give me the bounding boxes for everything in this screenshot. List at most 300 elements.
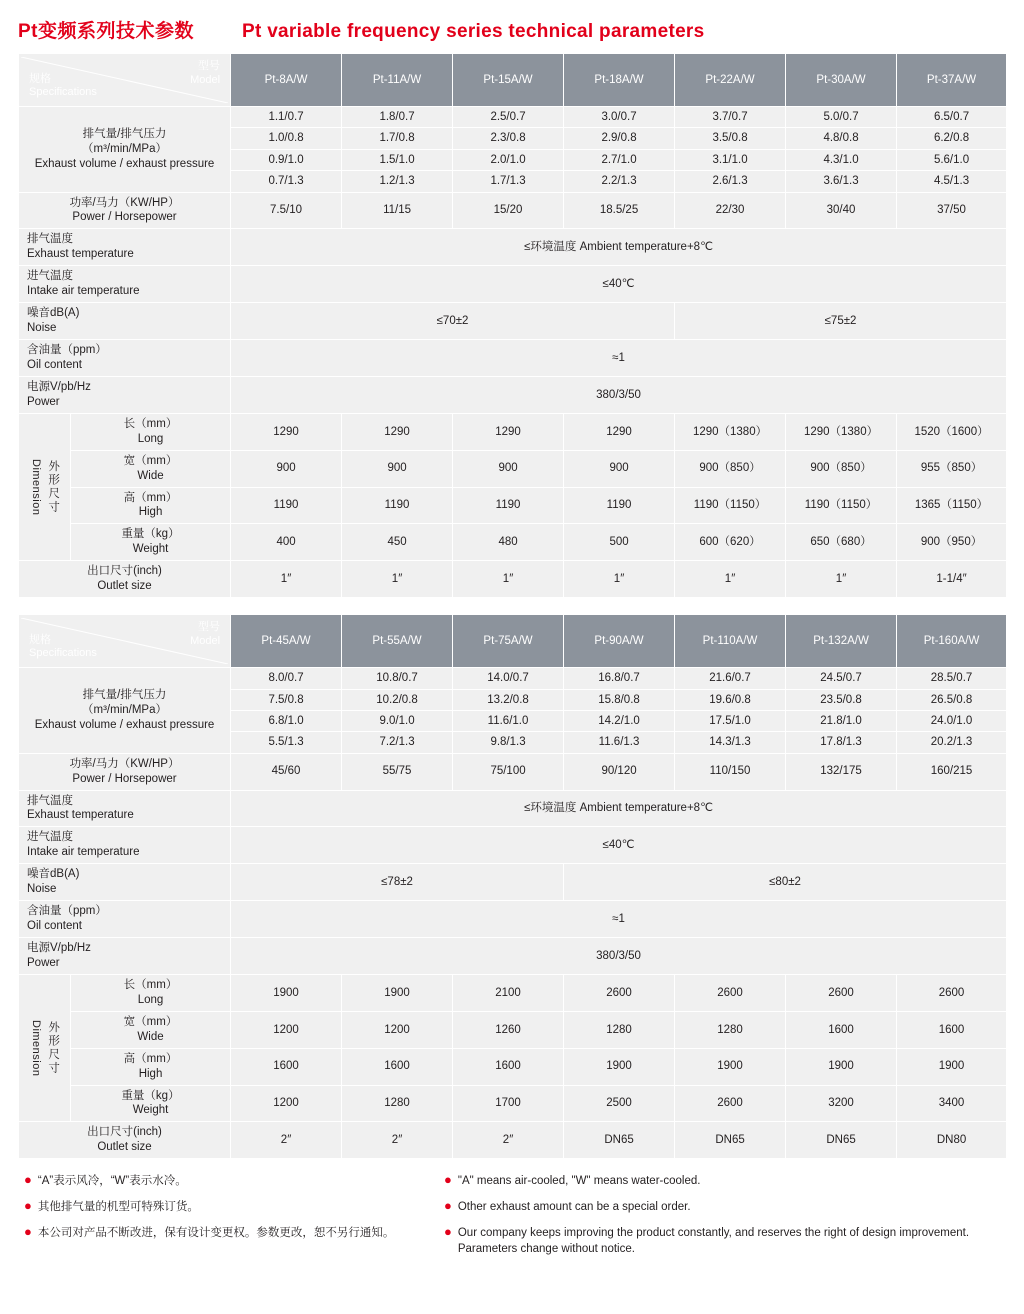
table-cell: 14.2/1.0 [564, 710, 675, 731]
table-cell: 1600 [897, 1011, 1007, 1048]
table-cell: DN65 [564, 1122, 675, 1159]
table-cell: DN65 [675, 1122, 786, 1159]
row-label-outlet [19, 561, 231, 598]
table-cell: 15/20 [453, 192, 564, 229]
table-cell: 480 [453, 524, 564, 561]
wide-label-cn: 宽（mm） [123, 1015, 178, 1028]
long-label-cn: 长（mm） [123, 978, 178, 991]
table-row [19, 1122, 1007, 1159]
supply-label-cn: 电源V/pb/Hz [27, 942, 91, 954]
row-label-exhaust [19, 107, 231, 193]
table-row [19, 1048, 1007, 1085]
wide-label-en: Wide [137, 1030, 164, 1043]
row-label-exhaust-temp [19, 790, 231, 827]
table-cell: DN80 [897, 1122, 1007, 1159]
long-label-cn: 长（mm） [123, 417, 178, 430]
table-cell: 2.2/1.3 [564, 171, 675, 192]
table-cell: 28.5/0.7 [897, 668, 1007, 689]
exhaust-label-cn: 排气量/排气压力 [82, 688, 167, 701]
footnotes-en [444, 1173, 984, 1267]
table-row [19, 229, 1007, 266]
model-header-cell: Pt-15A/W [453, 54, 564, 107]
table-row [19, 450, 1007, 487]
row-label-oil [19, 901, 231, 938]
table-cell: 2600 [564, 974, 675, 1011]
outlet-label-cn: 出口尺寸(inch) [87, 565, 162, 578]
table-cell: 3400 [897, 1085, 1007, 1122]
table-cell: 20.2/1.3 [897, 732, 1007, 753]
table-spacer [0, 598, 1024, 614]
table-cell: 7.5/10 [231, 192, 342, 229]
table-cell: 1600 [453, 1048, 564, 1085]
table-cell: 1.5/1.0 [342, 149, 453, 170]
table-cell: 1520（1600） [897, 413, 1007, 450]
table-cell: 3.0/0.7 [564, 107, 675, 128]
table-cell: 1290 [342, 413, 453, 450]
table-cell: 5.6/1.0 [897, 149, 1007, 170]
intake-temp-label-en: Intake air temperature [27, 285, 140, 298]
note-text: “A”表示风冷，“W”表示水冷。 [37, 1175, 187, 1188]
table-cell: 2600 [675, 1085, 786, 1122]
model-header-cell: Pt-110A/W [675, 615, 786, 668]
table-cell: 2600 [786, 974, 897, 1011]
oil-label-cn: 含油量（ppm） [27, 344, 107, 356]
model-header-cell: Pt-45A/W [231, 615, 342, 668]
table-row [19, 192, 1007, 229]
table-cell: 1290 [453, 413, 564, 450]
table-row [19, 974, 1007, 1011]
table-cell: 900 [342, 450, 453, 487]
row-label-wide [71, 1011, 231, 1048]
table-cell: 1190 [231, 487, 342, 524]
wide-label-cn: 宽（mm） [123, 454, 178, 467]
table-cell: 1190 [342, 487, 453, 524]
table-cell: ≤70±2 [231, 303, 675, 340]
spec-table-2 [18, 614, 1007, 1159]
note-text: "A" means air-cooled, "W" means water-cooled. [457, 1175, 701, 1188]
bullet-icon: ● [24, 1197, 32, 1213]
table-cell: 400 [231, 524, 342, 561]
table-cell: 1900 [897, 1048, 1007, 1085]
table-row [19, 938, 1007, 975]
table-row [19, 487, 1007, 524]
header-corner-cell [19, 615, 231, 668]
table-cell: 1″ [231, 561, 342, 598]
supply-label-en: Power [27, 395, 60, 408]
table-cell: 2.6/1.3 [675, 171, 786, 192]
table-cell: 2.3/0.8 [453, 128, 564, 149]
bullet-icon: ● [24, 1172, 32, 1188]
table-cell: ≤环境温度 Ambient temperature+8℃ [231, 229, 1007, 266]
table-cell: 1900 [675, 1048, 786, 1085]
table-cell: 24.5/0.7 [786, 668, 897, 689]
table-cell: 2.9/0.8 [564, 128, 675, 149]
table-row [19, 1085, 1007, 1122]
table-cell: ≈1 [231, 901, 1007, 938]
table-row [19, 1011, 1007, 1048]
table-cell: ≈1 [231, 340, 1007, 377]
table-cell: 21.6/0.7 [675, 668, 786, 689]
table-cell: 900 [231, 450, 342, 487]
intake-temp-label-cn: 进气温度 [27, 270, 73, 283]
table-cell: ≤40℃ [231, 266, 1007, 303]
table-cell: DN65 [786, 1122, 897, 1159]
dimension-label-cn: 外形尺寸 [47, 1021, 60, 1076]
note-item [24, 1225, 444, 1242]
intake-temp-label-en: Intake air temperature [27, 846, 140, 859]
header-spec-en: Specifications [29, 86, 97, 99]
exhaust-temp-label-en: Exhaust temperature [27, 248, 134, 261]
table-cell: 1280 [342, 1085, 453, 1122]
table-cell: 2″ [453, 1122, 564, 1159]
table-row [19, 864, 1007, 901]
table-cell: 1900 [564, 1048, 675, 1085]
noise-label-en: Noise [27, 322, 57, 335]
table-cell: 1900 [342, 974, 453, 1011]
table-cell: 1-1/4″ [897, 561, 1007, 598]
table-cell: 132/175 [786, 753, 897, 790]
note-text: Other exhaust amount can be a special order. [457, 1200, 691, 1213]
exhaust-label-en: Exhaust volume / exhaust pressure [34, 718, 215, 731]
row-label-long [71, 974, 231, 1011]
row-label-dimension [19, 413, 71, 561]
header-model-cn: 型号 [198, 60, 221, 72]
row-label-oil [19, 340, 231, 377]
table-cell: 3200 [786, 1085, 897, 1122]
table-row [19, 827, 1007, 864]
model-header-cell: Pt-30A/W [786, 54, 897, 107]
table-cell: 3.6/1.3 [786, 171, 897, 192]
row-label-supply [19, 938, 231, 975]
table-row [19, 376, 1007, 413]
table-cell: 1.2/1.3 [342, 171, 453, 192]
table-cell: 900（850） [675, 450, 786, 487]
table-cell: 1″ [342, 561, 453, 598]
note-item [24, 1199, 444, 1216]
table-cell: 16.8/0.7 [564, 668, 675, 689]
power-label-en: Power / Horsepower [72, 772, 177, 785]
table-1-wrapper [0, 53, 1024, 598]
table-cell: 15.8/0.8 [564, 689, 675, 710]
bullet-icon: ● [444, 1223, 452, 1239]
table-cell: 2500 [564, 1085, 675, 1122]
model-header-cell: Pt-11A/W [342, 54, 453, 107]
table-cell: 1280 [564, 1011, 675, 1048]
high-label-en: High [138, 1067, 163, 1080]
noise-label-en: Noise [27, 883, 57, 896]
table-cell: 3.7/0.7 [675, 107, 786, 128]
table-cell: 24.0/1.0 [897, 710, 1007, 731]
table-cell: 1″ [675, 561, 786, 598]
row-label-power [19, 753, 231, 790]
row-label-weight [71, 524, 231, 561]
table-cell: 900 [453, 450, 564, 487]
table-cell: 380/3/50 [231, 938, 1007, 975]
row-label-supply [19, 376, 231, 413]
row-label-exhaust-temp [19, 229, 231, 266]
bullet-icon: ● [444, 1197, 452, 1213]
table-cell: 0.9/1.0 [231, 149, 342, 170]
table-header-row [19, 54, 1007, 107]
oil-label-en: Oil content [27, 358, 82, 371]
header-corner-cell [19, 54, 231, 107]
table-header-row [19, 615, 1007, 668]
table-cell: ≤环境温度 Ambient temperature+8℃ [231, 790, 1007, 827]
dimension-label-cn: 外形尺寸 [47, 460, 60, 514]
table-cell: 1280 [675, 1011, 786, 1048]
model-header-cell: Pt-75A/W [453, 615, 564, 668]
table-cell: 13.2/0.8 [453, 689, 564, 710]
row-label-intake-temp [19, 266, 231, 303]
weight-label-en: Weight [132, 1104, 169, 1117]
row-label-intake-temp [19, 827, 231, 864]
power-label-cn: 功率/马力（KW/HP） [69, 196, 180, 209]
table-cell: 4.3/1.0 [786, 149, 897, 170]
wide-label-en: Wide [137, 469, 164, 482]
table-cell: 1190 [453, 487, 564, 524]
table-cell: 2″ [342, 1122, 453, 1159]
table-cell: 1600 [342, 1048, 453, 1085]
table-cell: 17.5/1.0 [675, 710, 786, 731]
exhaust-label-unit: （m³/min/MPa） [82, 142, 167, 155]
model-header-cell: Pt-37A/W [897, 54, 1007, 107]
header-model-en: Model [190, 73, 221, 86]
table-cell: 22/30 [675, 192, 786, 229]
table-cell: 11/15 [342, 192, 453, 229]
table-cell: 18.5/25 [564, 192, 675, 229]
table-cell: 0.7/1.3 [231, 171, 342, 192]
table-cell: 9.0/1.0 [342, 710, 453, 731]
long-label-en: Long [137, 432, 164, 445]
table-cell: 14.3/1.3 [675, 732, 786, 753]
table-cell: 1900 [786, 1048, 897, 1085]
table-cell: 1600 [786, 1011, 897, 1048]
model-header-cell: Pt-18A/W [564, 54, 675, 107]
intake-temp-label-cn: 进气温度 [27, 831, 73, 844]
table-cell: 4.8/0.8 [786, 128, 897, 149]
table-cell: 2.5/0.7 [453, 107, 564, 128]
table-cell: 5.0/0.7 [786, 107, 897, 128]
table-row [19, 340, 1007, 377]
long-label-en: Long [137, 993, 164, 1006]
outlet-label-en: Outlet size [97, 1141, 152, 1154]
table-cell: 6.5/0.7 [897, 107, 1007, 128]
row-label-high [71, 1048, 231, 1085]
row-label-wide [71, 450, 231, 487]
table-cell: 23.5/0.8 [786, 689, 897, 710]
table-cell: 110/150 [675, 753, 786, 790]
table-cell: 30/40 [786, 192, 897, 229]
table-row [19, 790, 1007, 827]
table-cell: 1.0/0.8 [231, 128, 342, 149]
header-model-cn: 型号 [198, 621, 221, 634]
table-cell: 6.8/1.0 [231, 710, 342, 731]
table-cell: 7.5/0.8 [231, 689, 342, 710]
table-cell: 2.7/1.0 [564, 149, 675, 170]
spec-table-1 [18, 53, 1007, 598]
table-cell: 1365（1150） [897, 487, 1007, 524]
dimension-label-en: Dimension [30, 458, 43, 516]
table-row [19, 107, 1007, 128]
page-title [0, 0, 1024, 53]
high-label-cn: 高（mm） [123, 1052, 178, 1065]
high-label-en: High [138, 506, 163, 519]
table-cell: 1200 [231, 1011, 342, 1048]
model-header-cell: Pt-22A/W [675, 54, 786, 107]
model-header-cell: Pt-55A/W [342, 615, 453, 668]
table-cell: 1.1/0.7 [231, 107, 342, 128]
table-cell: 2100 [453, 974, 564, 1011]
model-header-cell: Pt-8A/W [231, 54, 342, 107]
table-cell: 1900 [231, 974, 342, 1011]
table-cell: 1.7/1.3 [453, 171, 564, 192]
bullet-icon: ● [24, 1223, 32, 1239]
table-cell: 11.6/1.3 [564, 732, 675, 753]
table-cell: 75/100 [453, 753, 564, 790]
row-label-power [19, 192, 231, 229]
model-header-cell: Pt-132A/W [786, 615, 897, 668]
table-cell: 3.5/0.8 [675, 128, 786, 149]
table-cell: 37/50 [897, 192, 1007, 229]
oil-label-en: Oil content [27, 920, 82, 933]
row-label-dimension [19, 974, 71, 1122]
table-cell: 1200 [231, 1085, 342, 1122]
exhaust-temp-label-cn: 排气温度 [27, 233, 73, 246]
table-cell: 1190（1150） [675, 487, 786, 524]
table-cell: 7.2/1.3 [342, 732, 453, 753]
table-cell: ≤75±2 [675, 303, 1007, 340]
table-cell: 1″ [453, 561, 564, 598]
exhaust-temp-label-cn: 排气温度 [27, 794, 73, 807]
table-cell: 1200 [342, 1011, 453, 1048]
table-cell: 380/3/50 [231, 376, 1007, 413]
table-cell: 600（620） [675, 524, 786, 561]
exhaust-label-en: Exhaust volume / exhaust pressure [34, 157, 215, 170]
table-cell: 14.0/0.7 [453, 668, 564, 689]
header-spec-cn: 规格 [29, 72, 51, 85]
table-cell: 9.8/1.3 [453, 732, 564, 753]
exhaust-label-cn: 排气量/排气压力 [82, 127, 167, 140]
dimension-label-en: Dimension [30, 1019, 43, 1077]
table-row [19, 524, 1007, 561]
table-cell: 1290 [231, 413, 342, 450]
footnotes [0, 1159, 1024, 1277]
table-cell: 21.8/1.0 [786, 710, 897, 731]
table-cell: ≤78±2 [231, 864, 564, 901]
row-label-noise [19, 303, 231, 340]
table-cell: 1290 [564, 413, 675, 450]
table-cell: 1290（1380） [786, 413, 897, 450]
table-cell: 1190 [564, 487, 675, 524]
table-row [19, 901, 1007, 938]
table-2-wrapper [0, 614, 1024, 1159]
table-cell: 1260 [453, 1011, 564, 1048]
table-cell: 45/60 [231, 753, 342, 790]
table-cell: 26.5/0.8 [897, 689, 1007, 710]
footnotes-cn [24, 1173, 444, 1267]
table-cell: 955（850） [897, 450, 1007, 487]
table-cell: 55/75 [342, 753, 453, 790]
outlet-label-en: Outlet size [97, 580, 152, 593]
table-cell: 11.6/1.0 [453, 710, 564, 731]
header-spec-cn: 规格 [29, 633, 51, 646]
row-label-weight [71, 1085, 231, 1122]
oil-label-cn: 含油量（ppm） [27, 905, 107, 918]
outlet-label-cn: 出口尺寸(inch) [87, 1126, 162, 1139]
model-header-cell: Pt-160A/W [897, 615, 1007, 668]
note-item [24, 1173, 444, 1190]
table-cell: 90/120 [564, 753, 675, 790]
page-title-cn: Pt变频系列技术参数 [18, 21, 195, 42]
note-item [444, 1225, 984, 1258]
supply-label-en: Power [27, 956, 60, 969]
table-cell: 19.6/0.8 [675, 689, 786, 710]
bullet-icon: ● [444, 1172, 452, 1188]
noise-label-cn: 噪音dB(A) [27, 307, 80, 320]
exhaust-label-unit: （m³/min/MPa） [82, 703, 167, 716]
table-cell: 5.5/1.3 [231, 732, 342, 753]
row-label-long [71, 413, 231, 450]
row-label-outlet [19, 1122, 231, 1159]
table-cell: 650（680） [786, 524, 897, 561]
table-cell: 1″ [786, 561, 897, 598]
weight-label-cn: 重量（kg） [121, 528, 180, 541]
table-cell: 6.2/0.8 [897, 128, 1007, 149]
table-cell: 10.2/0.8 [342, 689, 453, 710]
table-cell: 900 [564, 450, 675, 487]
table-cell: 17.8/1.3 [786, 732, 897, 753]
row-label-exhaust [19, 668, 231, 754]
table-cell: 1.8/0.7 [342, 107, 453, 128]
row-label-noise [19, 864, 231, 901]
table-cell: 1.7/0.8 [342, 128, 453, 149]
note-text: 本公司对产品不断改进，保有设计变更权。参数更改，恕不另行通知。 [37, 1226, 395, 1239]
table-row [19, 753, 1007, 790]
table-row [19, 668, 1007, 689]
table-cell: ≤80±2 [564, 864, 1007, 901]
table-cell: 1600 [231, 1048, 342, 1085]
model-header-cell: Pt-90A/W [564, 615, 675, 668]
table-cell: 2600 [675, 974, 786, 1011]
exhaust-temp-label-en: Exhaust temperature [27, 809, 134, 822]
power-label-en: Power / Horsepower [72, 211, 177, 224]
header-model-en: Model [190, 634, 221, 647]
table-row [19, 413, 1007, 450]
table-cell: 1″ [564, 561, 675, 598]
table-cell: 500 [564, 524, 675, 561]
supply-label-cn: 电源V/pb/Hz [27, 380, 91, 393]
table-cell: 2.0/1.0 [453, 149, 564, 170]
note-text: Our company keeps improving the product constantly, and reserves the right of design improvement. Parameters change without notice. [457, 1226, 970, 1256]
table-cell: 900（950） [897, 524, 1007, 561]
table-cell: 1290（1380） [675, 413, 786, 450]
weight-label-cn: 重量（kg） [121, 1089, 180, 1102]
note-item [444, 1173, 984, 1190]
row-label-high [71, 487, 231, 524]
table-cell: 8.0/0.7 [231, 668, 342, 689]
note-text: 其他排气量的机型可特殊订货。 [37, 1200, 199, 1213]
weight-label-en: Weight [132, 543, 169, 556]
table-cell: ≤40℃ [231, 827, 1007, 864]
table-cell: 2″ [231, 1122, 342, 1159]
table-cell: 900（850） [786, 450, 897, 487]
table-cell: 4.5/1.3 [897, 171, 1007, 192]
page-title-en: Pt variable frequency series technical parameters [242, 21, 705, 42]
table-row [19, 266, 1007, 303]
table-cell: 1190（1150） [786, 487, 897, 524]
table-cell: 3.1/1.0 [675, 149, 786, 170]
table-cell: 10.8/0.7 [342, 668, 453, 689]
